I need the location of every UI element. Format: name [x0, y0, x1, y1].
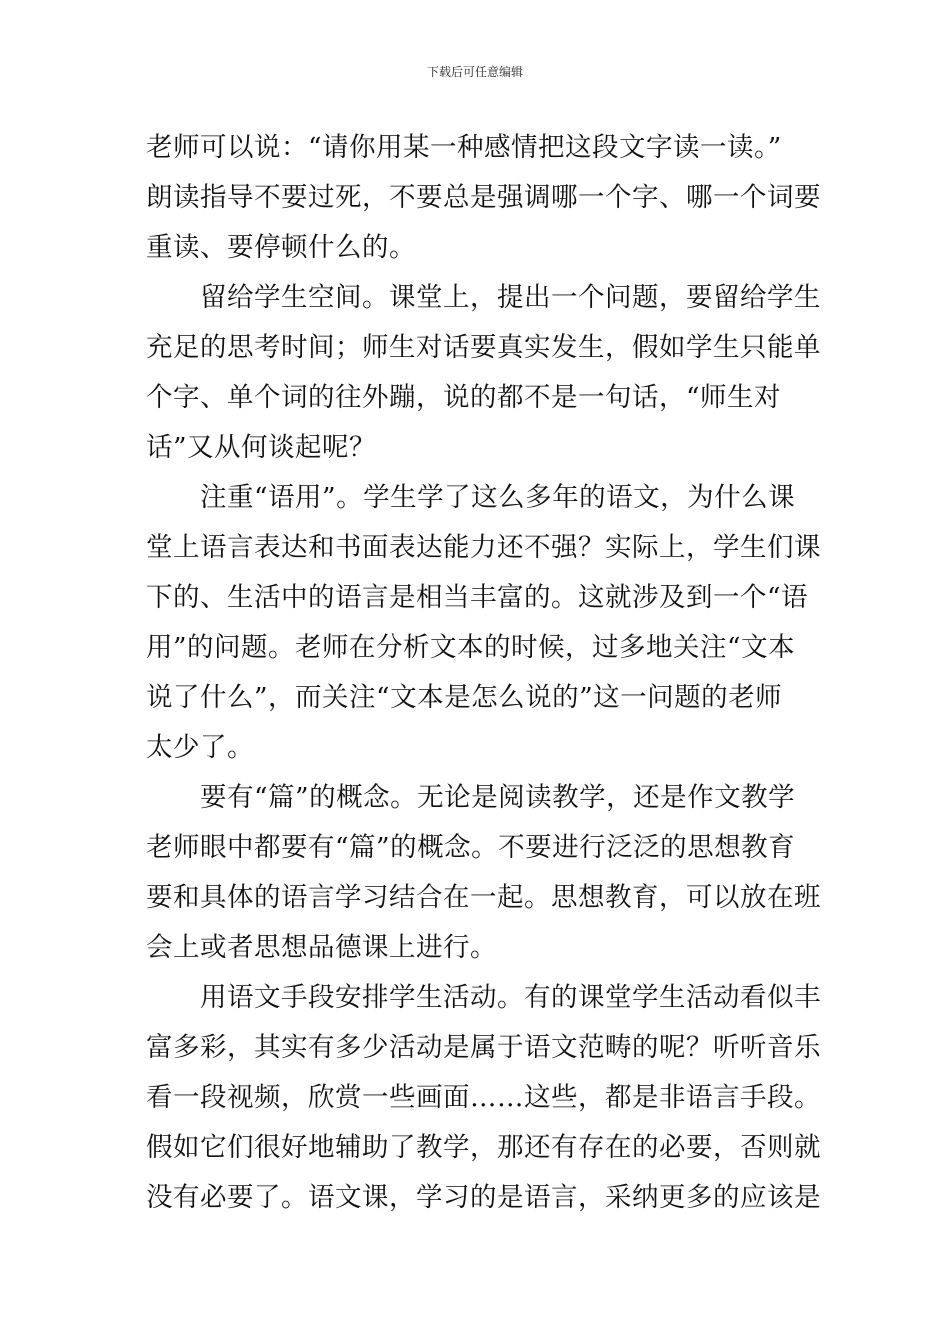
text-line: 老师眼中都要有“篇”的概念。不要进行泛泛的思想教育: [146, 832, 796, 863]
text-line: 留给学生空间。课堂上，提出一个问题，要留给学生: [200, 282, 821, 313]
text-line: 堂上语言表达和书面表达能力还不强？实际上，学生们课: [146, 532, 821, 563]
text-line: 太少了。: [146, 732, 254, 763]
text-line: 老师可以说：“请你用某一种感情把这段文字读一读。”: [146, 132, 782, 163]
text-line: 用”的问题。老师在分析文本的时候，过多地关注“文本: [146, 632, 796, 663]
page-header: 下载后可任意编辑: [426, 65, 523, 79]
text-line: 要有“篇”的概念。无论是阅读教学，还是作文教学: [200, 782, 796, 813]
text-line: 会上或者思想品德课上进行。: [146, 932, 497, 963]
text-line: 没有必要了。语文课，学习的是语言，采纳更多的应该是: [146, 1182, 821, 1213]
text-line: 充足的思考时间；师生对话要真实发生，假如学生只能单: [146, 332, 821, 363]
text-line: 富多彩，其实有多少活动是属于语文范畴的呢？听听音乐: [146, 1032, 821, 1063]
text-line: 假如它们很好地辅助了教学，那还有存在的必要，否则就: [146, 1132, 821, 1163]
text-line: 重读、要停顿什么的。: [146, 232, 416, 263]
text-line: 话”又从何谈起呢？: [146, 432, 377, 463]
document-body: [146, 128, 821, 1228]
text-line: 朗读指导不要过死，不要总是强调哪一个字、哪一个词要: [146, 182, 821, 213]
text-line: 要和具体的语言学习结合在一起。思想教育，可以放在班: [146, 882, 821, 913]
text-line: 说了什么”，而关注“文本是怎么说的”这一问题的老师: [146, 682, 783, 713]
text-line: 看一段视频，欣赏一些画面……这些，都是非语言手段。: [146, 1082, 821, 1113]
text-line: 个字、单个词的往外蹦，说的都不是一句话，“师生对: [146, 382, 782, 413]
text-line: 下的、生活中的语言是相当丰富的。这就涉及到一个“语: [146, 582, 809, 613]
text-line: 注重“语用”。学生学了这么多年的语文，为什么课: [200, 482, 796, 513]
text-line: 用语文手段安排学生活动。有的课堂学生活动看似丰: [200, 982, 821, 1013]
